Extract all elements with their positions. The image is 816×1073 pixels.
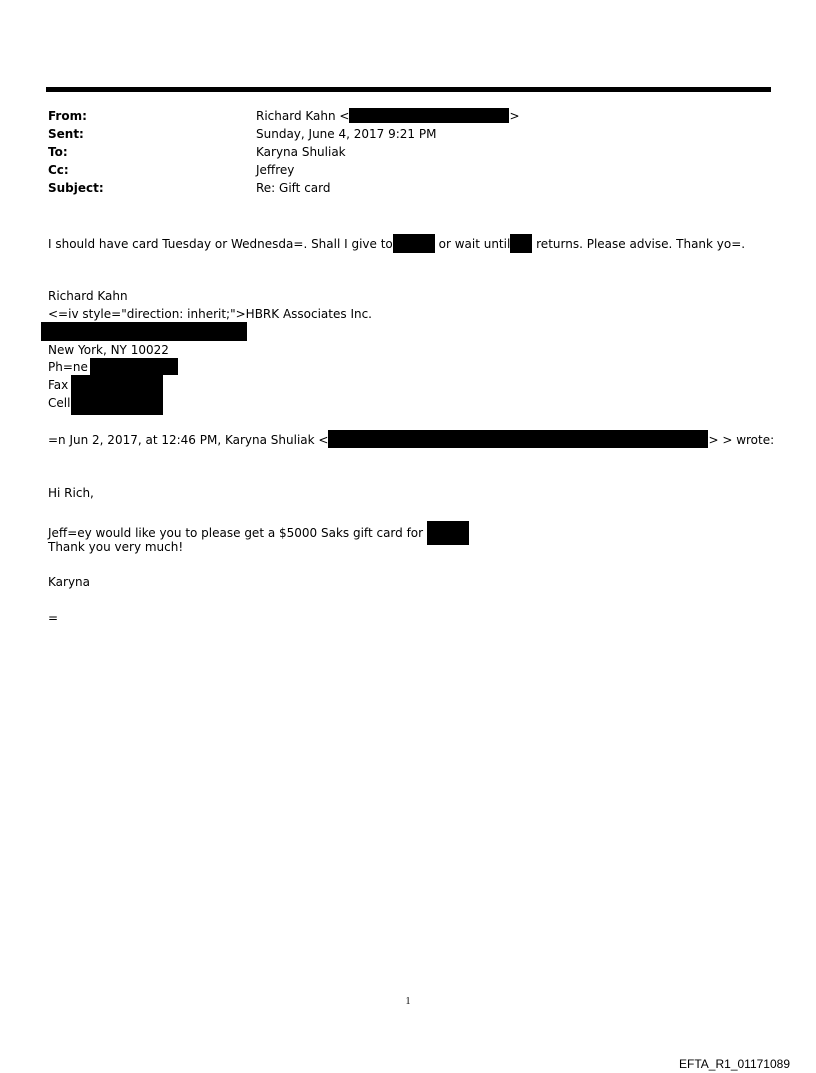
cc-label: Cc:	[48, 163, 69, 177]
from-close: >	[509, 109, 520, 123]
sent-label: Sent:	[48, 127, 84, 141]
redaction-sender-email	[328, 430, 708, 448]
cc-value: Jeffrey	[256, 163, 295, 177]
quote-trailer: =	[48, 611, 59, 625]
signature-name: Richard Kahn	[48, 289, 128, 303]
from-value	[256, 107, 520, 125]
signature-cell-label: Cell	[48, 396, 71, 410]
redaction-recipient	[393, 234, 435, 253]
redaction-address	[41, 322, 247, 341]
to-label: To:	[48, 145, 68, 159]
signature-fax-label: Fax	[48, 378, 69, 392]
signature-company: <=iv style="direction: inherit;">HBRK Associates Inc.	[48, 307, 372, 321]
subject-label: Subject:	[48, 181, 104, 195]
bates-number: EFTA_R1_01171089	[679, 1057, 790, 1071]
subject-value: Re: Gift card	[256, 181, 331, 195]
from-name: Richard Kahn <	[256, 109, 350, 123]
quote-intro: =n Jun 2, 2017, at 12:46 PM, Karyna Shuliak <	[48, 433, 329, 447]
from-label: From:	[48, 109, 87, 123]
quote-request: Jeff=ey would like you to please get a $5000 Saks gift card for	[48, 526, 424, 540]
header-rule	[46, 87, 771, 92]
to-value: Karyna Shuliak	[256, 145, 346, 159]
redaction-person	[510, 234, 532, 253]
body-line-1-part-a: I should have card Tuesday or Wednesda=. Shall I give to	[48, 237, 393, 251]
redaction-phone	[90, 358, 178, 375]
body-line-1-part-c: returns. Please advise. Thank yo=.	[536, 237, 746, 251]
signature-phone-label: Ph=ne	[48, 360, 88, 374]
quote-intro-line	[48, 430, 774, 449]
redaction-gift-recipient	[427, 521, 469, 545]
signature-city: New York, NY 10022	[48, 343, 169, 357]
redaction-fax-cell	[71, 375, 163, 415]
quote-thanks: Thank you very much!	[48, 540, 184, 554]
body-line-1-part-b: or wait until	[438, 237, 511, 251]
quote-greeting: Hi Rich,	[48, 486, 94, 500]
quote-sign-off: Karyna	[48, 575, 91, 589]
redaction-from-email	[349, 108, 509, 123]
quote-tail: > > wrote:	[708, 433, 775, 447]
page-number: 1	[405, 996, 411, 1007]
body-line-1	[48, 234, 745, 253]
sent-value: Sunday, June 4, 2017 9:21 PM	[256, 127, 437, 141]
